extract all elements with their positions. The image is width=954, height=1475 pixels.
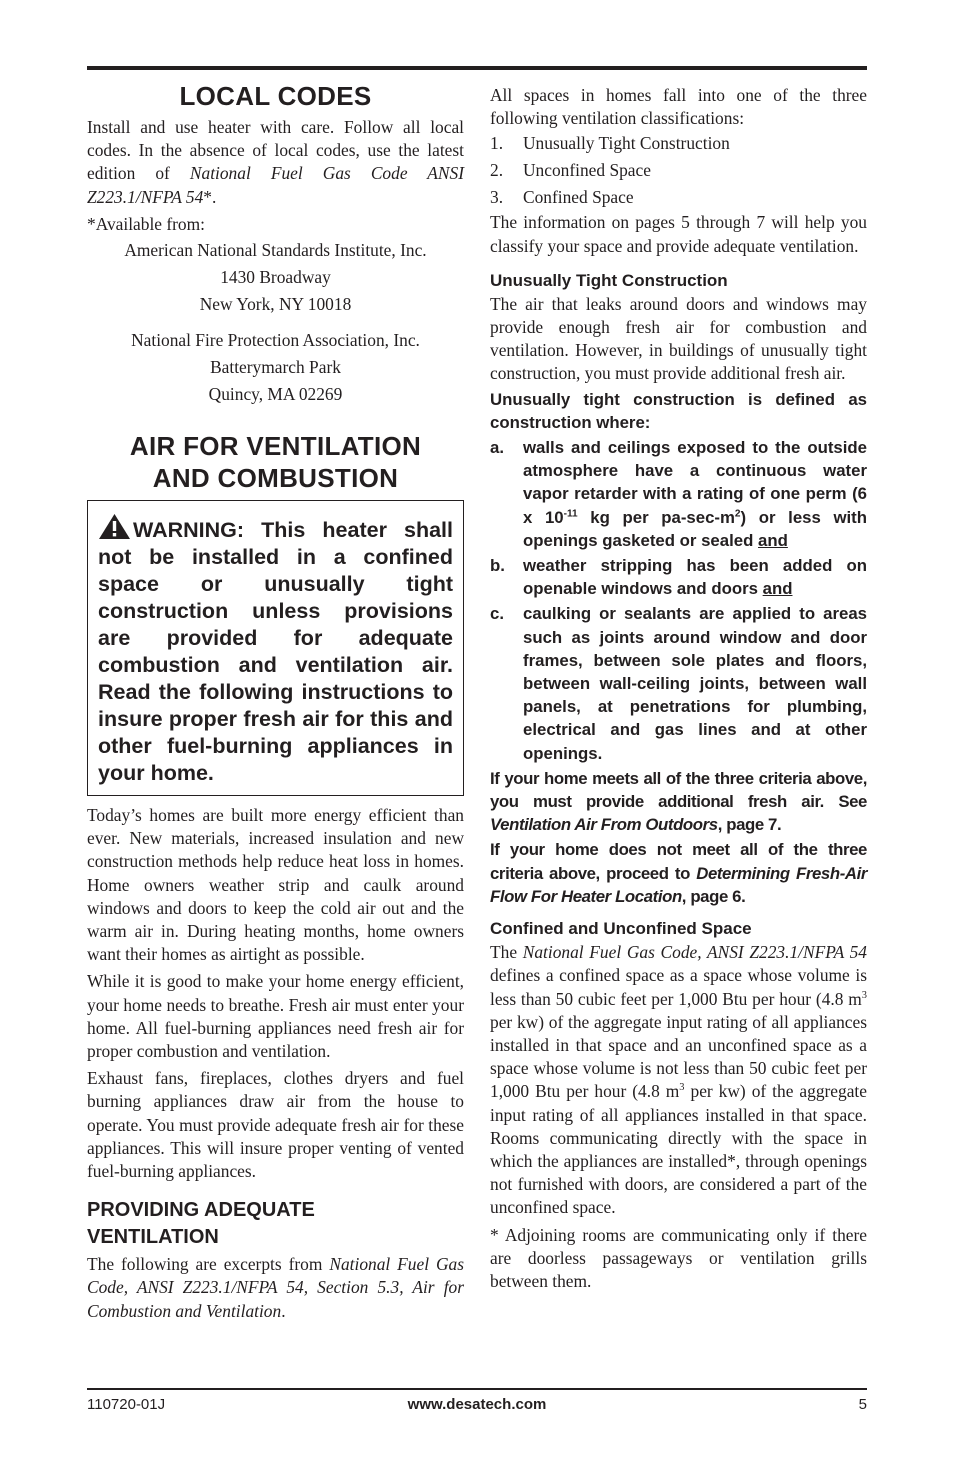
list-number: 3.: [490, 187, 504, 208]
criteria-letter: a.: [490, 438, 504, 458]
address-line: Batterymarch Park: [210, 357, 341, 378]
confined-text: per kw) of the aggregate input rating of all appliances installed in that space. Rooms communicating directly with the space in which the appliances are installed*, through openings not furnished with doors, are considered a part of the unconfined space.: [490, 1081, 867, 1218]
criteria-c: [490, 602, 867, 764]
list-item: [490, 157, 867, 184]
list-item: [490, 184, 867, 211]
address-line: Quincy, MA 02269: [208, 384, 343, 405]
page-number: 5: [858, 1396, 867, 1413]
superscript: 3: [861, 989, 867, 1001]
confined-italic: National Fuel Gas Code, ANSI Z223.1/NFPA 54: [522, 942, 867, 963]
criteria-letter: c.: [490, 604, 504, 624]
not-meet-criteria-note: [490, 838, 867, 908]
warning-triangle-icon: [98, 513, 131, 540]
providing-ventilation-heading: [87, 1197, 464, 1251]
classification-list: [490, 130, 867, 211]
criteria-text: [523, 436, 867, 552]
providing-heading-line: PROVIDING ADEQUATE: [87, 1199, 315, 1222]
classifications-intro: All spaces in homes fall into one of the three following ventilation classifications:: [490, 85, 867, 129]
criteria-text: [523, 554, 867, 600]
website-link[interactable]: www.desatech.com: [407, 1396, 547, 1413]
address-line: New York, NY 10018: [199, 294, 352, 315]
warning-text: [98, 513, 453, 787]
paragraph-energy-efficient: Today’s homes are built more energy efficient than ever. New materials, increased insulation and new construction methods help reduce heat loss in homes. Home owners weather strip and caulk around windows and doors to keep the cold air out and the warm air in. During heating months, home owners want their homes as airtight as possible.: [87, 805, 464, 965]
top-rule: [87, 66, 867, 70]
superscript: 2: [734, 508, 741, 520]
criteria-a-text: ) or less with openings gasketed or sealed: [523, 507, 867, 550]
list-number: 1.: [490, 133, 504, 154]
ventilation-heading: [87, 430, 464, 494]
local-codes-intro: [87, 116, 464, 209]
confined-text: per kw) of the aggregate input rating of all appliances installed in that space and an unconfined space as a space whose volume is not less than 50 cubic feet per 1,000 Btu per hour (4.8 m: [490, 1011, 867, 1102]
warning-box: [87, 500, 464, 796]
paragraph-exhaust: Exhaust fans, fireplaces, clothes dryers and fuel burning appliances draw air from the house to operate. You must provide adequate fresh air for these appliances. This will insure proper venting of vented fuel-burning appliances.: [87, 1068, 464, 1182]
address-line: American National Standards Institute, Inc.: [124, 240, 427, 261]
not-meet-italic: Determining Fresh-Air Flow For Heater Location: [490, 863, 868, 906]
meets-italic: Ventilation Air From Outdoors: [490, 815, 718, 835]
underlined-and: and: [758, 530, 788, 550]
address-nfpa: [87, 327, 464, 408]
classifications-after: The information on pages 5 through 7 will help you classify your space and provide adequate ventilation.: [490, 212, 867, 256]
ventilation-heading-line: AND COMBUSTION: [152, 463, 399, 494]
tight-defined: Unusually tight construction is defined as construction where:: [490, 389, 867, 432]
providing-text-start: The following are excerpts from: [87, 1254, 323, 1275]
confined-paragraph: [490, 941, 867, 1219]
warning-body: This heater shall not be installed in a confined space or unusually tight construction unless provisions are provided for adequate combustion and ventilation air. Read the following instructions to insure proper fresh air for this and other fuel-burning appliances in your home.: [98, 518, 453, 786]
intro-text: Install and use heater with care. Follow all local codes. In the absence of local codes, use the latest edition of: [87, 117, 464, 184]
criteria-a-text: kg per pa-sec-m: [577, 507, 735, 527]
ventilation-heading-line: AIR FOR VENTILATION: [129, 431, 422, 462]
criteria-letter: b.: [490, 556, 505, 576]
list-label: Unconfined Space: [523, 160, 651, 181]
criteria-a-text: walls and ceilings exposed to the outside atmosphere have a continuous water vapor retarder with a rating of one perm (6 x 10: [523, 438, 867, 527]
available-from: *Available from:: [87, 213, 205, 234]
confined-footnote: * Adjoining rooms are communicating only if there are doorless passageways or ventilation grills between them.: [490, 1224, 867, 1291]
meets-criteria-note: [490, 767, 867, 837]
list-item: [490, 130, 867, 157]
confined-text: defines a confined space as a space whose volume is less than 50 cubic feet per 1,000 Btu per hour (4.8 m: [490, 965, 867, 1009]
warning-label: WARNING:: [133, 518, 245, 543]
confined-text: The: [490, 942, 518, 963]
bottom-rule: [87, 1388, 867, 1390]
intro-italic: National Fuel Gas Code ANSI Z223.1/NFPA 54: [87, 163, 464, 207]
left-column: [87, 80, 464, 1323]
not-meet-text: If your home does not meet all of the three criteria above, proceed to: [490, 840, 867, 883]
criteria-text: caulking or sealants are applied to areas such as joints around window and door frames, between sole plates and floors, between wall-ceiling joints, between wall panels, at penetrations for plumbing, electrical and gas lines and at other openings.: [523, 604, 867, 763]
superscript: 3: [679, 1082, 685, 1094]
list-label: Confined Space: [523, 187, 634, 208]
address-ansi: [87, 237, 464, 318]
providing-heading-line: VENTILATION: [87, 1226, 219, 1249]
confined-space-heading: Confined and Unconfined Space: [490, 919, 752, 939]
criteria-a: [490, 436, 867, 552]
not-meet-end: , page 6.: [681, 886, 746, 906]
superscript: -11: [563, 508, 578, 520]
right-column: [490, 84, 867, 1293]
tight-paragraph: The air that leaks around doors and windows may provide enough fresh air for combustion and ventilation. However, in buildings of unusually tight construction, you must provide additional fresh air.: [490, 293, 867, 384]
providing-text-end: .: [281, 1300, 286, 1321]
local-codes-heading: LOCAL CODES: [179, 81, 372, 111]
providing-text-italic: National Fuel Gas Code, ANSI Z223.1/NFPA 54, Section 5.3, Air for Combustion and Ventilation: [87, 1254, 465, 1321]
address-line: National Fire Protection Association, Inc.: [131, 330, 420, 351]
tight-construction-heading: Unusually Tight Construction: [490, 270, 728, 290]
intro-end: *.: [203, 186, 217, 207]
underlined-and: and: [762, 579, 793, 599]
list-number: 2.: [490, 160, 504, 181]
list-label: Unusually Tight Construction: [523, 133, 730, 154]
criteria-b: [490, 554, 867, 600]
meets-end: , page 7.: [717, 815, 782, 835]
doc-number: 110720-01J: [87, 1396, 166, 1413]
meets-text: If your home meets all of the three criteria above, you must provide additional fresh air. See: [490, 768, 867, 812]
criteria-b-text: weather stripping has been added on openable windows and doors: [523, 556, 867, 599]
paragraph-breathe: While it is good to make your home energy efficient, your home needs to breathe. Fresh air must enter your home. All fuel-burning appliances need fresh air for proper combustion and ventilation.: [87, 971, 464, 1062]
address-line: 1430 Broadway: [220, 267, 331, 288]
providing-text: [87, 1253, 464, 1323]
